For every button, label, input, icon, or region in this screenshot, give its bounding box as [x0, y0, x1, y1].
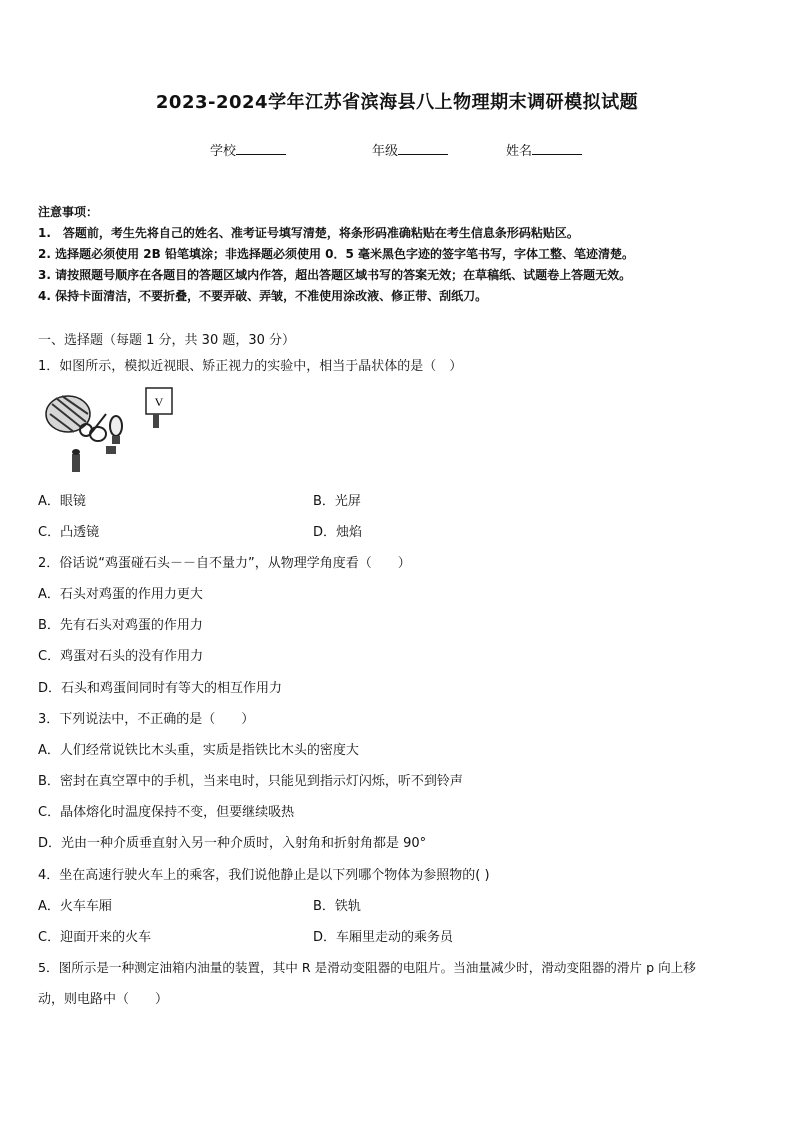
- notice-item: 4. 保持卡面清洁，不要折叠，不要弄破、弄皱，不准使用涂改液、修正带、刮纸刀。: [38, 289, 488, 303]
- q4-option-a: A．火车车厢: [38, 899, 112, 914]
- notice-heading: 注意事项：: [38, 205, 99, 219]
- lens-experiment-figure: [42, 384, 182, 484]
- q3-option-c: C．晶体熔化时温度保持不变，但要继续吸热: [38, 805, 295, 820]
- notice-item: 1. 答题前，考生先将自己的姓名、准考证号填写清楚，将条形码准确粘贴在考生信息条形码粘贴区。: [38, 226, 579, 240]
- candle-body: [72, 454, 80, 472]
- convex-lens: [110, 416, 122, 444]
- screen-letter: V: [154, 395, 164, 409]
- q1-option-c: C．凸透镜: [38, 525, 100, 540]
- candle-flame: [72, 449, 80, 455]
- q3-option-a: A．人们经常说铁比木头重，实质是指铁比木头的密度大: [38, 743, 359, 758]
- question-1-stem: 1．如图所示，模拟近视眼、矫正视力的实验中，相当于晶状体的是（ ）: [38, 359, 463, 374]
- lens-base: [106, 446, 116, 454]
- section-heading: 一、选择题（每题 1 分，共 30 题，30 分）: [38, 333, 296, 348]
- q3-option-b: B．密封在真空罩中的手机，当来电时，只能见到指示灯闪烁，听不到铃声: [38, 774, 463, 789]
- q3-option-d: D．光由一种介质垂直射入另一种介质时，入射角和折射角都是 90°: [38, 836, 427, 851]
- question-5-stem-line2: 动，则电路中（ ）: [38, 992, 169, 1007]
- question-4-stem: 4．坐在高速行驶火车上的乘客，我们说他静止是以下列哪个物体为参照物的( ): [38, 868, 490, 883]
- q2-option-b: B．先有石头对鸡蛋的作用力: [38, 618, 203, 633]
- q2-option-a: A．石头对鸡蛋的作用力更大: [38, 587, 203, 602]
- grade-blank: [398, 142, 448, 155]
- question-3-stem: 3．下列说法中，不正确的是（ ）: [38, 712, 255, 727]
- q1-option-b: B．光屏: [313, 494, 361, 509]
- q4-option-d: D．车厢里走动的乘务员: [313, 930, 454, 945]
- name-field: [506, 140, 582, 159]
- notice-item: 2. 选择题必须使用 2B 铅笔填涂；非选择题必须使用 0．5 毫米黑色字迹的签字笔书写，字体工整、笔迹清楚。: [38, 247, 634, 261]
- eye-model: [46, 396, 90, 432]
- q4-option-c: C．迎面开来的火车: [38, 930, 152, 945]
- school-label: 学校: [210, 144, 237, 159]
- question-2-stem: 2．俗话说“鸡蛋碰石头－－自不量力”，从物理学角度看（ ）: [38, 556, 411, 571]
- school-field: [210, 140, 286, 159]
- q2-option-c: C．鸡蛋对石头的没有作用力: [38, 649, 204, 664]
- grade-label: 年级: [372, 144, 399, 159]
- q1-option-a: A．眼镜: [38, 494, 86, 509]
- name-blank: [532, 142, 582, 155]
- grade-field: [372, 140, 448, 159]
- notice-item: 3. 请按照题号顺序在各题目的答题区域内作答，超出答题区域书写的答案无效；在草稿纸、试题卷上答题无效。: [38, 268, 632, 282]
- q1-option-d: D．烛焰: [313, 525, 363, 540]
- q2-option-d: D．石头和鸡蛋间同时有等大的相互作用力: [38, 681, 283, 696]
- school-blank: [236, 142, 286, 155]
- name-label: 姓名: [506, 144, 533, 159]
- page-title: 2023-2024学年江苏省滨海县八上物理期末调研模拟试题: [155, 92, 639, 113]
- question-5-stem-line1: 5．图所示是一种测定油箱内油量的装置，其中 R 是滑动变阻器的电阻片。当油量减少时，滑动变阻器的滑片 p 向上移: [38, 960, 696, 975]
- light-screen: [146, 388, 172, 428]
- q4-option-b: B．铁轨: [313, 899, 361, 914]
